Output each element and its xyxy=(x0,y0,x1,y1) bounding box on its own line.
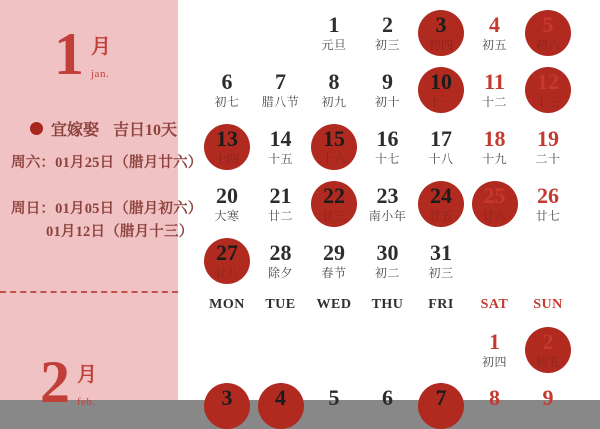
lunar-label: 十九 xyxy=(481,152,507,166)
weekday-thu: THU xyxy=(371,297,404,312)
sidebar xyxy=(0,0,203,415)
day-number: 7 xyxy=(435,385,447,410)
day-cell-january-21 xyxy=(253,183,309,224)
lunar-label: 初五 xyxy=(481,38,507,52)
day-cell-february-4 xyxy=(253,385,309,411)
lunar-label: 初十 xyxy=(374,95,400,109)
lunar-label: 十五 xyxy=(267,152,293,166)
day-number: 5 xyxy=(328,385,340,410)
lunar-label: 二十 xyxy=(535,152,561,166)
day-number: 1 xyxy=(328,12,340,37)
day-number: 11 xyxy=(484,69,505,94)
day-number: 9 xyxy=(542,385,554,410)
day-number: 24 xyxy=(430,183,452,208)
day-cell-january-22 xyxy=(306,183,362,224)
next-month-title-side xyxy=(77,364,97,408)
day-cell-january-11 xyxy=(467,69,523,110)
lunar-label: 初二 xyxy=(374,266,400,280)
day-number: 13 xyxy=(216,126,238,151)
day-cell-february-7 xyxy=(413,385,469,411)
lunar-label: 元旦 xyxy=(321,38,347,52)
day-cell-january-19 xyxy=(520,126,576,167)
day-cell-february-6 xyxy=(360,385,416,411)
day-number: 23 xyxy=(376,183,399,208)
lunar-label: 十二 xyxy=(481,95,507,109)
day-number: 19 xyxy=(537,126,559,151)
day-number: 27 xyxy=(216,240,238,265)
day-number: 2 xyxy=(542,329,554,354)
lunar-label: 初九 xyxy=(321,95,347,109)
day-number: 30 xyxy=(376,240,399,265)
next-month-number: 2 xyxy=(40,349,70,415)
auspicious-dot-icon xyxy=(30,122,43,135)
sunday-dates-line-2: 01月12日（腊月十三） xyxy=(46,224,194,240)
month-title-side xyxy=(91,36,111,80)
lunar-label: 初六 xyxy=(535,38,561,52)
day-cell-january-27 xyxy=(199,240,255,281)
day-cell-january-24 xyxy=(413,183,469,224)
lunar-label: 十八 xyxy=(428,152,454,166)
sunday-dates-line-1: 周日：01月05日（腊月初六） xyxy=(11,201,203,217)
day-cell-january-7 xyxy=(253,69,309,110)
day-cell-january-14 xyxy=(253,126,309,167)
day-number: 15 xyxy=(323,126,345,151)
day-cell-january-6 xyxy=(199,69,255,110)
day-cell-february-9 xyxy=(520,385,576,411)
day-cell-january-5 xyxy=(520,12,576,53)
day-cell-january-26 xyxy=(520,183,576,224)
day-number: 6 xyxy=(221,69,233,94)
day-cell-january-25 xyxy=(467,183,523,224)
day-number: 8 xyxy=(489,385,500,410)
lunar-label: 廿二 xyxy=(267,209,293,223)
dashed-divider xyxy=(0,291,178,293)
lunar-label: 廿八 xyxy=(214,266,240,280)
day-cell-february-1 xyxy=(467,329,523,370)
next-month-abbr-label: feb. xyxy=(77,396,96,408)
lunar-label: 大寒 xyxy=(214,209,240,223)
day-cell-january-9 xyxy=(360,69,416,110)
lunar-label: 廿七 xyxy=(535,209,561,223)
day-number: 21 xyxy=(269,183,292,208)
day-cell-january-17 xyxy=(413,126,469,167)
month-title-february xyxy=(30,349,97,415)
day-number: 17 xyxy=(430,126,452,151)
weekday-mon: MON xyxy=(209,297,245,312)
lunar-label: 廿三 xyxy=(321,209,347,223)
day-number: 29 xyxy=(323,240,345,265)
day-cell-january-12 xyxy=(520,69,576,110)
lunar-label: 初四 xyxy=(428,38,454,52)
day-cell-january-2 xyxy=(360,12,416,53)
lunar-label: 初五 xyxy=(535,355,561,369)
day-number: 9 xyxy=(382,69,393,94)
day-cell-january-23 xyxy=(360,183,416,224)
weekday-sun: SUN xyxy=(533,297,563,312)
day-number: 28 xyxy=(269,240,292,265)
lunar-label: 初三 xyxy=(428,266,454,280)
day-cell-january-4 xyxy=(467,12,523,53)
legend-count: 吉日10天 xyxy=(113,122,178,139)
lunar-label: 除夕 xyxy=(267,266,293,280)
day-number: 1 xyxy=(489,329,500,354)
lunar-label: 十七 xyxy=(374,152,400,166)
lunar-label: 廿六 xyxy=(481,209,507,223)
day-cell-january-8 xyxy=(306,69,362,110)
day-cell-january-1 xyxy=(306,12,362,53)
day-number: 4 xyxy=(275,385,286,410)
day-number: 4 xyxy=(489,12,500,37)
day-number: 26 xyxy=(537,183,559,208)
day-number: 7 xyxy=(275,69,286,94)
lunar-label: 腊八节 xyxy=(261,95,300,109)
weekday-fri: FRI xyxy=(428,297,454,312)
day-cell-january-30 xyxy=(360,240,416,281)
day-number: 3 xyxy=(221,385,233,410)
next-month-cn-label: 月 xyxy=(77,364,97,386)
day-cell-january-18 xyxy=(467,126,523,167)
day-cell-january-15 xyxy=(306,126,362,167)
lunar-label: 初四 xyxy=(481,355,507,369)
day-number: 22 xyxy=(323,183,345,208)
day-number: 6 xyxy=(382,385,393,410)
month-cn-label: 月 xyxy=(91,36,111,58)
day-number: 3 xyxy=(435,12,447,37)
day-cell-january-20 xyxy=(199,183,255,224)
day-cell-february-5 xyxy=(306,385,362,411)
legend-label: 宜嫁娶 xyxy=(51,122,100,139)
day-number: 14 xyxy=(269,126,292,151)
weekday-tue: TUE xyxy=(265,297,296,312)
lunar-label: 十三 xyxy=(535,95,561,109)
day-number: 2 xyxy=(382,12,393,37)
lunar-label: 十一 xyxy=(428,95,454,109)
day-cell-january-31 xyxy=(413,240,469,281)
day-cell-february-2 xyxy=(520,329,576,370)
day-cell-february-3 xyxy=(199,385,255,411)
lunar-label: 十四 xyxy=(214,152,240,166)
day-number: 12 xyxy=(537,69,559,94)
lunar-label: 十六 xyxy=(321,152,347,166)
day-number: 16 xyxy=(376,126,399,151)
month-title-january xyxy=(44,21,111,87)
day-cell-january-13 xyxy=(199,126,255,167)
day-cell-january-3 xyxy=(413,12,469,53)
day-number: 8 xyxy=(328,69,340,94)
lunar-label: 初三 xyxy=(374,38,400,52)
day-cell-january-16 xyxy=(360,126,416,167)
lunar-label: 初七 xyxy=(214,95,240,109)
month-abbr-label: jan. xyxy=(91,68,110,80)
month-number: 1 xyxy=(54,21,84,87)
day-number: 5 xyxy=(542,12,554,37)
weekday-sat: SAT xyxy=(480,297,509,312)
lunar-label: 廿五 xyxy=(428,209,454,223)
weekday-wed: WED xyxy=(316,297,352,312)
day-cell-january-28 xyxy=(253,240,309,281)
day-number: 20 xyxy=(216,183,238,208)
lunar-label: 南小年 xyxy=(368,209,407,223)
calendar-grid xyxy=(178,0,600,410)
day-cell-january-29 xyxy=(306,240,362,281)
day-number: 31 xyxy=(430,240,452,265)
lunar-label: 春节 xyxy=(321,266,347,280)
day-number: 18 xyxy=(483,126,506,151)
day-number: 10 xyxy=(430,69,452,94)
auspicious-legend xyxy=(30,117,177,140)
day-number: 25 xyxy=(483,183,506,208)
day-cell-february-8 xyxy=(467,385,523,411)
saturday-dates-line: 周六：01月25日（腊月廿六） xyxy=(11,155,203,171)
day-cell-january-10 xyxy=(413,69,469,110)
